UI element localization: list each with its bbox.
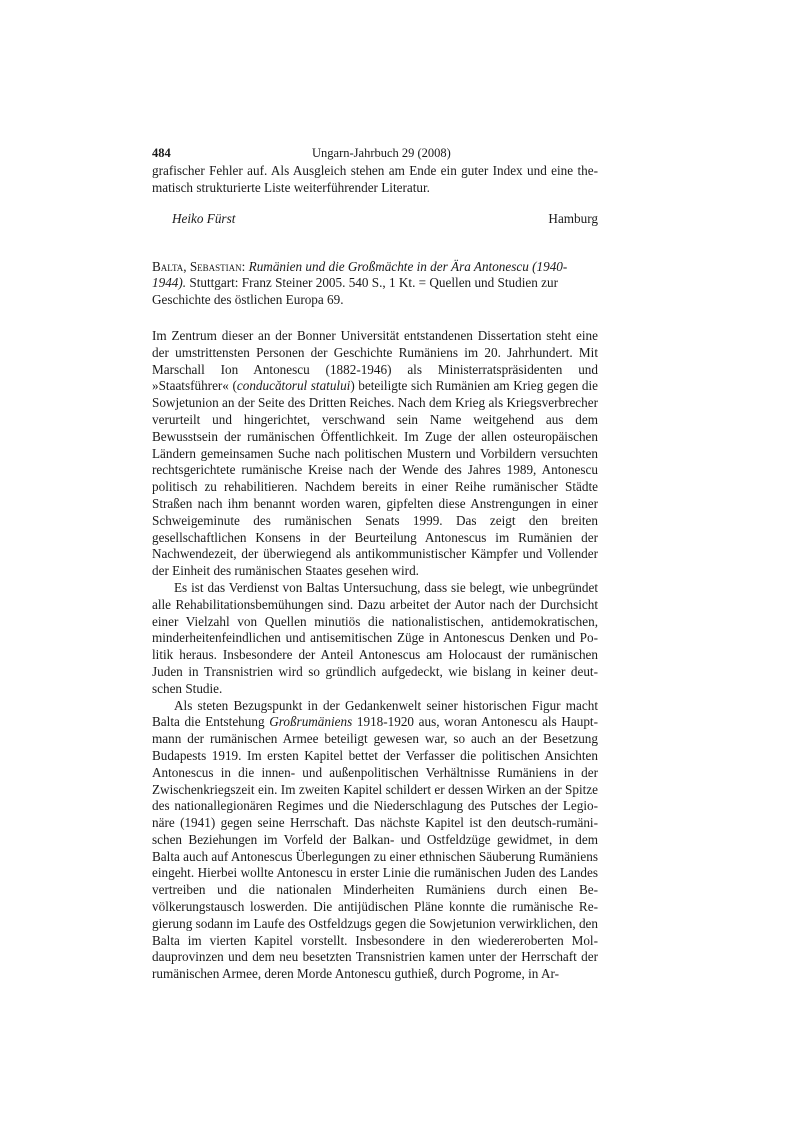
reviewer-location: Hamburg	[548, 210, 598, 226]
page	[152, 143, 598, 983]
paragraph-1-italic: conducătorul statului	[236, 378, 351, 394]
paragraph-1-rest: ) beteiligte sich Rumänien am Krieg gegen die Sowjetunion an der Seite des Dritten Reiches. Nach dem Krieg als Kriegsverbrecher verurteilt und hingerichtet, verschwand sein Name weitgehend aus dem Bewusstsein der rumänischen Öffentlichkeit. Im Zuge der allen osteuropäischen Ländern gemeinsamen Suche nach politischen Mustern und Vorbildern versuchten rechtsgerichtete rumänische Kreise nach der Wende des Jahres 1989, Antonescu politisch zu rehabilitieren. Nachdem bereits in einer Reihe rumänischer Städte Straßen nach ihm benannt worden waren, gipfelten diese Anstrengungen in einer Schweigeminute des rumänischen Senats 1999. Das zeigt den breiten gesellschaftlichen Konsens in der Beurteilung Antonescus im Rumänien der Nachwendezeit, der überwiegend als antikommunistischer Kämpfer und Vollender der Einheit des rumänischen Staates gesehen wird.	[152, 378, 598, 579]
review-paragraph-2: Es ist das Verdienst von Baltas Untersuchung, dass sie belegt, wie unbegründet alle Rehabilitationsbemühungen sind. Dazu arbeitet der Autor nach der Durchsicht einer Vielzahl von Quellen minutiös die nationalistischen, antidemokratischen, minderheitenfeindlichen und antisemitischen Züge in Antonescus Denken und Politik heraus. Insbesondere der Anteil Antonescus am Holocaust der rumänischen Juden in Transnistrien wird so gründlich aufgedeckt, wie bislang in keiner deutschen Studie.	[152, 579, 598, 696]
citation-title: Rumänien und die Großmächte in der Ära Antonescu (1940-1944).	[152, 258, 568, 291]
paragraph-3-rest: 1918-1920 aus, woran Antonescu als Hauptmann der rumänischen Armee beteiligt gewesen war, so auch an der Besetzung Budapests 1919. Im ersten Kapitel bettet der Verfasser die politischen Ansichten Antonescus in die innen- und außenpolitischen Verhältnisse Rumäniens in der Zwischenkriegszeit ein. Im zweiten Kapitel schildert er dessen Wirken an der Spitze des nationallegionären Regimes und die Niederschlagung des Putsches der Legionäre (1941) gegen seine Herrschaft. Das nächste Kapitel ist den deutsch-rumänischen Beziehungen im Vorfeld der Balkan- und Ostfeldzüge gewidmet, in dem Balta auch auf Antonescus Überlegungen zu einer ethnischen Säuberung Rumäniens eingeht. Hierbei wollte Antonescu in erster Linie die rumänischen Juden des Landes vertreiben und die nationalen Minderheiten Rumäniens durch einen Bevölkerungstausch loswerden. Die antijüdischen Pläne konnte die rumänische Regierung sodann im Laufe des Ostfeldzugs gegen die Sowjetunion verwirklichen, den Balta im vierten Kapitel vorstellt. Insbesondere in den wiedereroberten Moldauprovinzen und dem neu besetzten Transnistrien kamen unter der Herrschaft der rumänischen Armee, deren Morde Antonescu guthieß, durch Pogrome, in Ar-	[152, 714, 599, 982]
journal-title: Ungarn-Jahrbuch 29 (2008)	[312, 146, 451, 160]
review-paragraph-3	[152, 698, 598, 984]
paragraph-3-italic: Großrumäniens	[269, 714, 353, 730]
review-paragraph-1	[152, 328, 598, 580]
reviewer-name: Heiko Fürst	[172, 210, 236, 226]
running-head	[152, 143, 598, 163]
page-number: 484	[152, 146, 171, 160]
citation-publication: Stuttgart: Franz Steiner 2005. 540 S., 1 Kt. = Quellen und Studien zur Geschichte des östlichen Europa 69.	[152, 275, 558, 308]
reviewer-signature	[152, 211, 598, 229]
review-body	[152, 328, 598, 983]
paragraph-3-text: Als steten Bezugspunkt in der Gedankenwelt seiner historischen Figur macht Balta die Entstehung	[152, 697, 598, 730]
paragraph-1-text: Im Zentrum dieser an der Bonner Universität entstandenen Dissertation steht eine der umstrittensten Personen der Geschichte Rumäniens im 20. Jahrhundert. Mit Marschall Ion Antonescu (1882-1946) als Ministerratspräsidenten und »Staatsführer« (	[152, 327, 598, 394]
previous-review-closing-text: grafischer Fehler auf. Als Ausgleich stehen am Ende ein guter Index und eine thematisch strukturierte Liste weiterführender Literatur.	[152, 163, 598, 195]
book-citation	[152, 259, 598, 309]
citation-author: Balta, Sebastian:	[152, 258, 246, 274]
